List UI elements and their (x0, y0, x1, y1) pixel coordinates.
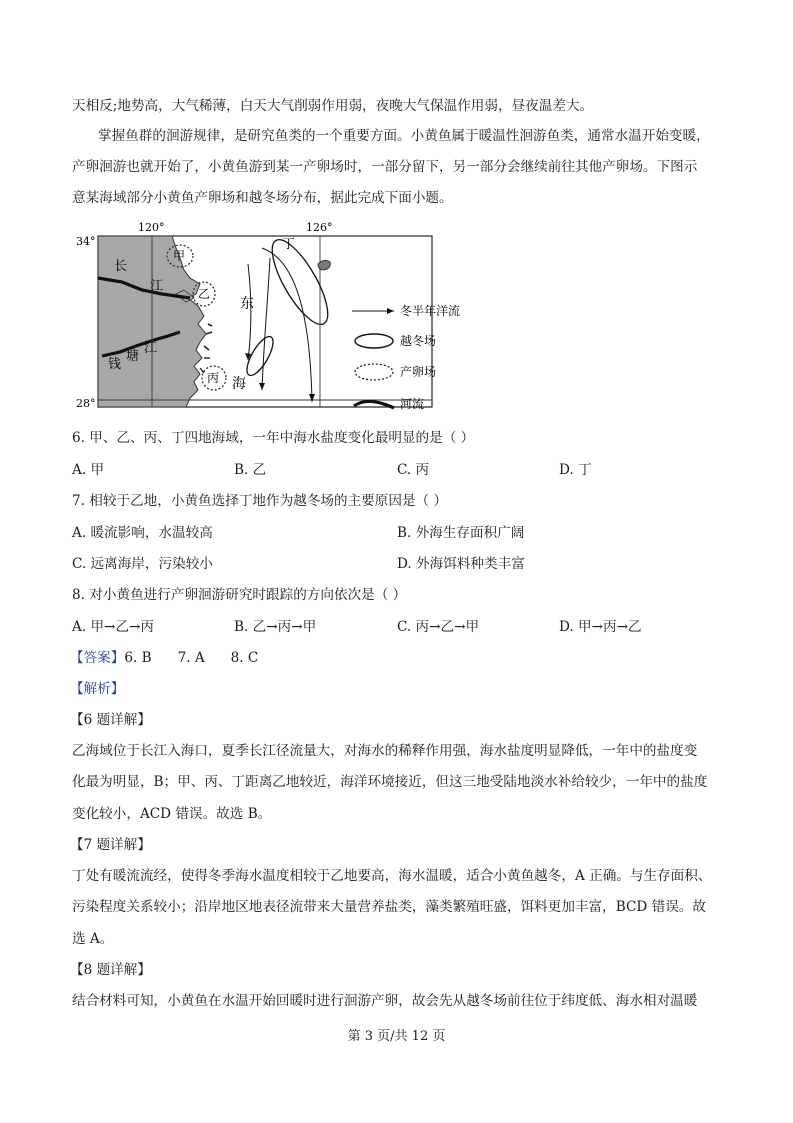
legend-river-label: 河流 (400, 397, 425, 411)
q7-option-a: A. 暖流影响，水温较高 (72, 525, 213, 541)
label-lat-34: 34° (76, 235, 96, 248)
detail-7-line-3: 选 A。 (72, 931, 114, 947)
detail-6-line-3: 变化较小，ACD 错误。故选 B。 (72, 806, 272, 822)
q8-option-b: B. 乙→丙→甲 (234, 619, 317, 635)
q7-option-c: C. 远离海岸，污染较小 (72, 556, 213, 572)
detail-6-line-1: 乙海域位于长江入海口，夏季长江径流量大，对海水的稀释作用强，海水盐度明显降低，一年中的盐度变 (72, 743, 698, 759)
label-chang: 长 (114, 259, 128, 274)
label-lon-126: 126° (306, 221, 333, 234)
label-jia: 甲 (173, 249, 186, 263)
label-yi: 乙 (198, 287, 211, 301)
q7-option-b: B. 外海生存面积广阔 (397, 525, 525, 541)
intro-line-1: 天相反;地势高，大气稀薄，白天大气削弱作用弱，夜晚大气保温作用弱，昼夜温差大。 (72, 98, 594, 114)
q6-option-c: C. 丙 (397, 462, 430, 478)
intro-line-4: 意某海域部分小黄鱼产卵场和越冬场分布，据此完成下面小题。 (72, 190, 453, 206)
label-hai: 海 (232, 376, 246, 392)
q8-option-d: D. 甲→丙→乙 (559, 619, 642, 635)
detail-6-line-2: 化最为明显，B；甲、丙、丁距离乙地较近，海洋环境接近，但这三地受陆地淡水补给较少，一年中的盐度 (72, 774, 708, 790)
answer-line (70, 648, 258, 668)
legend-spawning-label: 产卵场 (400, 365, 437, 379)
detail-6-tag: 【6 题详解】 (70, 712, 151, 728)
legend-current-label: 冬半年洋流 (400, 304, 461, 318)
q8-option-a: A. 甲→乙→丙 (72, 619, 155, 635)
intro-line-3: 产卵洄游也就开始了，小黄鱼游到某一产卵场时，一部分留下，另一部分会继续前往其他产卵场。下图示 (72, 159, 698, 175)
label-dong: 东 (240, 296, 254, 312)
label-tang: 塘 (126, 349, 140, 364)
legend-wintering-label: 越冬场 (400, 334, 437, 348)
sea-area-map (72, 218, 492, 414)
detail-7-line-2: 污染程度关系较小；沿岸地区地表径流带来大量营养盐类，藻类繁殖旺盛，饵料更加丰富，BCD 错误。故 (72, 899, 706, 915)
q8-stem: 8. 对小黄鱼进行产卵洄游研究时跟踪的方向依次是（ ） (72, 587, 407, 603)
q6-option-b: B. 乙 (234, 462, 267, 478)
analysis-tag: 【解析】 (70, 681, 125, 697)
detail-7-line-1: 丁处有暖流流经，使得冬季海水温度相较于乙地要高，海水温暖，适合小黄鱼越冬，A 正确。与生存面积、 (72, 868, 712, 884)
q8-option-c: C. 丙→乙→甲 (397, 619, 480, 635)
answer-values: 6. B 7. A 8. C (124, 650, 259, 666)
label-lon-120: 120° (138, 221, 165, 234)
q7-stem: 7. 相较于乙地，小黄鱼选择丁地作为越冬场的主要原因是（ ） (72, 493, 448, 509)
answer-tag: 【答案】 (70, 650, 125, 666)
label-jiang: 江 (150, 279, 164, 294)
label-qian: 钱 (108, 357, 122, 372)
q7-option-d: D. 外海饵料种类丰富 (397, 556, 525, 572)
label-jiang-2: 江 (144, 341, 158, 356)
page-footer: 第 3 页/共 12 页 (347, 1029, 446, 1044)
detail-8-tag: 【8 题详解】 (70, 962, 151, 978)
q6-option-a: A. 甲 (72, 462, 105, 478)
intro-line-2: 掌握鱼群的洄游规律，是研究鱼类的一个重要方面。小黄鱼属于暖温性洄游鱼类，通常水温开始变暖， (98, 128, 710, 144)
label-lat-28: 28° (76, 397, 96, 410)
label-ding: 丁 (282, 237, 296, 252)
q6-option-d: D. 丁 (559, 462, 592, 478)
detail-7-tag: 【7 题详解】 (70, 837, 151, 853)
q6-stem: 6. 甲、乙、丙、丁四地海域，一年中海水盐度变化最明显的是（ ） (72, 430, 475, 446)
label-bing: 丙 (207, 371, 220, 385)
detail-8-line-1: 结合材料可知，小黄鱼在水温开始回暖时进行洄游产卵，故会先从越冬场前往位于纬度低、海水相对温暖 (72, 993, 698, 1009)
